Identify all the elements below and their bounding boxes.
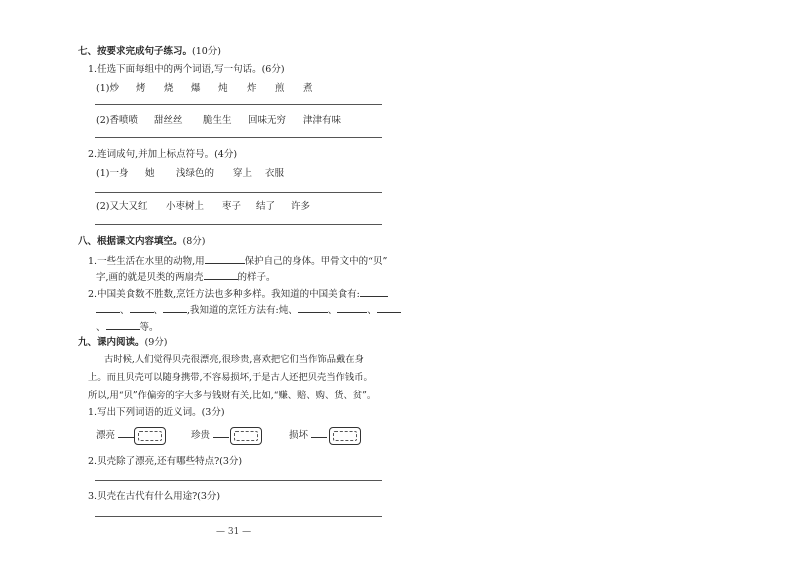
synonym-answer-box[interactable] xyxy=(134,427,166,445)
word-row-1-item: 炖 xyxy=(218,83,228,94)
word-row-1-item: 煎 xyxy=(275,83,285,94)
answer-line[interactable] xyxy=(95,516,382,517)
fill-blank[interactable] xyxy=(96,303,120,313)
fill-blank[interactable] xyxy=(204,270,238,280)
section-9-question-2: 2.贝壳除了漂亮,还有哪些特点?(3分) xyxy=(88,456,243,467)
synonym-dash xyxy=(311,437,327,438)
fill-blank[interactable] xyxy=(377,303,401,313)
section-9-question-3: 3.贝壳在古代有什么用途?(3分) xyxy=(88,491,221,502)
synonym-word: 珍贵 xyxy=(191,430,211,441)
section-8-question-1: 1.一些生活在水里的动物,用 保护自己的身体。甲骨文中的“贝” xyxy=(88,256,388,267)
answer-line[interactable] xyxy=(95,192,382,193)
fill-blank[interactable] xyxy=(106,320,140,330)
synonym-answer-box[interactable] xyxy=(329,427,361,445)
section-7-question-1: 1.任选下面每组中的两个词语,写一句话。(6分) xyxy=(88,64,285,75)
fill-blank[interactable] xyxy=(337,303,367,313)
answer-line[interactable] xyxy=(95,224,382,225)
word-row-1-label: (1)炒 xyxy=(96,83,119,94)
word-row-2-item: 脆生生 xyxy=(203,115,232,126)
word-row-1-item: 煮 xyxy=(303,83,313,94)
word-row-3-item: 衣服 xyxy=(265,168,285,179)
fill-blank[interactable] xyxy=(130,303,154,313)
answer-line[interactable] xyxy=(95,137,382,138)
synonym-word: 损坏 xyxy=(289,430,309,441)
fill-blank[interactable] xyxy=(205,254,245,264)
synonym-answer-box[interactable] xyxy=(230,427,262,445)
synonym-word: 漂亮 xyxy=(96,430,116,441)
word-row-2-item: 回味无穷 xyxy=(248,115,287,126)
fill-blank[interactable] xyxy=(163,303,187,313)
synonym-dash xyxy=(118,437,134,438)
word-row-4-item: 结了 xyxy=(256,201,276,212)
word-row-4-item: 小枣树上 xyxy=(166,201,205,212)
reading-paragraph-line: 上。而且贝壳可以随身携带,不容易损坏,于是古人还把贝壳当作钱币。 xyxy=(88,372,373,383)
word-row-1-item: 炸 xyxy=(247,83,257,94)
word-row-3-item: 穿上 xyxy=(233,168,253,179)
word-row-2-label: (2)香喷喷 xyxy=(96,115,138,126)
section-8-question-2: 2.中国美食数不胜数,烹饪方法也多种多样。我知道的中国美食有: xyxy=(88,287,388,301)
word-row-4-item: 枣子 xyxy=(222,201,242,212)
section-8-title: 八、根据课文内容填空。(8分) xyxy=(78,236,206,247)
word-row-3-label: (1)一身 xyxy=(96,168,129,179)
section-8-question-1-cont: 字,画的就是贝类的两扇壳 的样子。 xyxy=(96,272,276,283)
section-8-question-2-end: 、 等。 xyxy=(96,322,159,333)
word-row-1-item: 爆 xyxy=(191,83,201,94)
page-number: — 31 — xyxy=(216,527,252,537)
fill-blank[interactable] xyxy=(360,287,388,297)
word-row-1-item: 烤 xyxy=(136,83,146,94)
word-row-3-item: 她 xyxy=(145,168,155,179)
reading-paragraph-line: 古时候,人们觉得贝壳很漂亮,很珍贵,喜欢把它们当作饰品戴在身 xyxy=(104,354,364,365)
section-9-question-1: 1.写出下列词语的近义词。(3分) xyxy=(88,407,225,418)
word-row-2-item: 津津有味 xyxy=(303,115,342,126)
section-7-question-2: 2.连词成句,并加上标点符号。(4分) xyxy=(88,149,238,160)
answer-line[interactable] xyxy=(95,104,382,105)
section-7-title: 七、按要求完成句子练习。(10分) xyxy=(78,46,222,57)
section-8-question-2-cont: 、 、 ,我知道的烹饪方法有:炖、 、 、 xyxy=(96,303,401,317)
answer-line[interactable] xyxy=(95,480,382,481)
word-row-2-item: 甜丝丝 xyxy=(154,115,183,126)
section-9-title: 九、课内阅读。(9分) xyxy=(78,337,168,348)
word-row-4-item: 许多 xyxy=(291,201,311,212)
word-row-3-item: 浅绿色的 xyxy=(176,168,215,179)
word-row-4-label: (2)又大又红 xyxy=(96,201,148,212)
fill-blank[interactable] xyxy=(298,303,328,313)
synonym-dash xyxy=(213,437,229,438)
word-row-1-item: 烧 xyxy=(164,83,174,94)
reading-paragraph-line: 所以,用“贝”作偏旁的字大多与钱财有关,比如,“赚、赔、购、货、贫”。 xyxy=(88,390,377,401)
